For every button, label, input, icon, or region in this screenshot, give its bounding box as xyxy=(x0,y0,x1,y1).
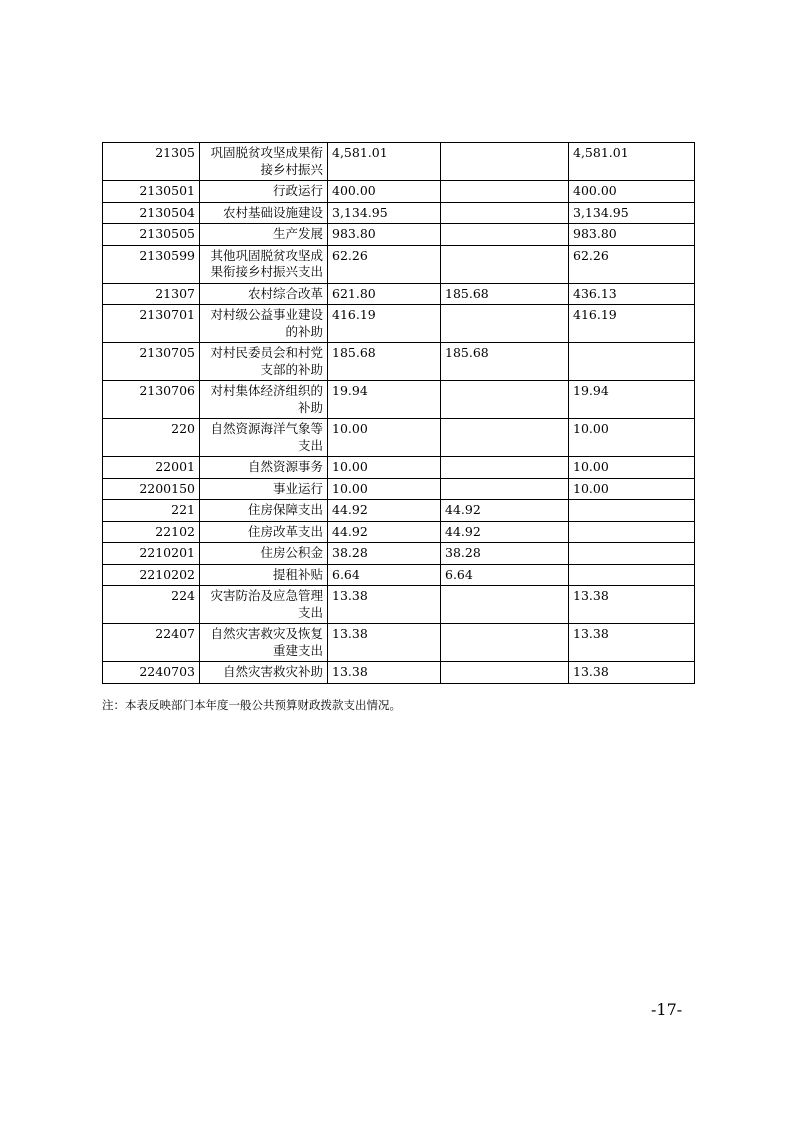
page-number: -17- xyxy=(651,1000,683,1019)
table-note: 注：本表反映部门本年度一般公共预算财政拨款支出情况。 xyxy=(102,698,401,712)
cell-project: 3,134.95 xyxy=(569,202,695,224)
cell-total: 3,134.95 xyxy=(328,202,441,224)
cell-code: 22102 xyxy=(103,521,200,543)
table-row xyxy=(103,457,695,479)
cell-total: 38.28 xyxy=(328,543,441,565)
cell-name: 自然灾害救灾补助 xyxy=(200,662,328,684)
cell-name: 提租补贴 xyxy=(200,564,328,586)
cell-project: 10.00 xyxy=(569,457,695,479)
cell-basic xyxy=(441,143,569,181)
table-row xyxy=(103,305,695,343)
cell-code: 2130701 xyxy=(103,305,200,343)
cell-project xyxy=(569,564,695,586)
cell-code: 21305 xyxy=(103,143,200,181)
table-row xyxy=(103,343,695,381)
cell-project xyxy=(569,343,695,381)
cell-total: 44.92 xyxy=(328,500,441,522)
cell-total: 44.92 xyxy=(328,521,441,543)
cell-name: 农村基础设施建设 xyxy=(200,202,328,224)
cell-project: 400.00 xyxy=(569,181,695,203)
table-row xyxy=(103,419,695,457)
cell-name: 自然资源事务 xyxy=(200,457,328,479)
table-row xyxy=(103,662,695,684)
cell-code: 21307 xyxy=(103,283,200,305)
table-row xyxy=(103,202,695,224)
cell-name: 对村级公益事业建设的补助 xyxy=(200,305,328,343)
cell-code: 22001 xyxy=(103,457,200,479)
table-row xyxy=(103,543,695,565)
cell-project xyxy=(569,500,695,522)
cell-name: 生产发展 xyxy=(200,224,328,246)
cell-total: 10.00 xyxy=(328,478,441,500)
cell-total: 6.64 xyxy=(328,564,441,586)
cell-code: 2210202 xyxy=(103,564,200,586)
cell-basic: 6.64 xyxy=(441,564,569,586)
cell-total: 19.94 xyxy=(328,381,441,419)
cell-basic xyxy=(441,478,569,500)
cell-project: 13.38 xyxy=(569,624,695,662)
cell-basic xyxy=(441,381,569,419)
table-row xyxy=(103,181,695,203)
cell-basic xyxy=(441,586,569,624)
cell-total: 185.68 xyxy=(328,343,441,381)
cell-project: 983.80 xyxy=(569,224,695,246)
cell-basic: 185.68 xyxy=(441,343,569,381)
cell-project: 19.94 xyxy=(569,381,695,419)
cell-basic xyxy=(441,419,569,457)
cell-basic xyxy=(441,662,569,684)
cell-code: 2130705 xyxy=(103,343,200,381)
cell-project: 436.13 xyxy=(569,283,695,305)
cell-name: 自然灾害救灾及恢复重建支出 xyxy=(200,624,328,662)
cell-project: 13.38 xyxy=(569,662,695,684)
cell-code: 224 xyxy=(103,586,200,624)
cell-basic xyxy=(441,457,569,479)
cell-project: 4,581.01 xyxy=(569,143,695,181)
table-body xyxy=(103,143,695,684)
cell-basic xyxy=(441,624,569,662)
cell-name: 其他巩固脱贫攻坚成果衔接乡村振兴支出 xyxy=(200,245,328,283)
cell-total: 13.38 xyxy=(328,662,441,684)
cell-basic xyxy=(441,181,569,203)
cell-basic xyxy=(441,305,569,343)
cell-total: 62.26 xyxy=(328,245,441,283)
cell-project: 10.00 xyxy=(569,419,695,457)
cell-code: 221 xyxy=(103,500,200,522)
cell-name: 灾害防治及应急管理支出 xyxy=(200,586,328,624)
cell-basic xyxy=(441,245,569,283)
cell-project: 62.26 xyxy=(569,245,695,283)
cell-name: 行政运行 xyxy=(200,181,328,203)
cell-total: 13.38 xyxy=(328,624,441,662)
table-row xyxy=(103,586,695,624)
cell-name: 住房改革支出 xyxy=(200,521,328,543)
cell-basic: 44.92 xyxy=(441,500,569,522)
table-row xyxy=(103,224,695,246)
cell-total: 10.00 xyxy=(328,419,441,457)
table-row xyxy=(103,624,695,662)
table-row xyxy=(103,478,695,500)
cell-total: 13.38 xyxy=(328,586,441,624)
cell-name: 对村民委员会和村党支部的补助 xyxy=(200,343,328,381)
cell-name: 对村集体经济组织的补助 xyxy=(200,381,328,419)
cell-project: 13.38 xyxy=(569,586,695,624)
cell-project xyxy=(569,521,695,543)
cell-project: 10.00 xyxy=(569,478,695,500)
cell-name: 事业运行 xyxy=(200,478,328,500)
table-row xyxy=(103,381,695,419)
cell-code: 2210201 xyxy=(103,543,200,565)
cell-code: 22407 xyxy=(103,624,200,662)
cell-code: 2200150 xyxy=(103,478,200,500)
table-row xyxy=(103,521,695,543)
table-row xyxy=(103,500,695,522)
cell-basic xyxy=(441,202,569,224)
cell-name: 巩固脱贫攻坚成果衔接乡村振兴 xyxy=(200,143,328,181)
cell-project xyxy=(569,543,695,565)
cell-name: 农村综合改革 xyxy=(200,283,328,305)
table-row xyxy=(103,283,695,305)
cell-code: 2130599 xyxy=(103,245,200,283)
expenditure-table xyxy=(102,142,695,684)
table-row xyxy=(103,245,695,283)
cell-total: 4,581.01 xyxy=(328,143,441,181)
table-row xyxy=(103,143,695,181)
cell-code: 220 xyxy=(103,419,200,457)
cell-code: 2130706 xyxy=(103,381,200,419)
cell-total: 400.00 xyxy=(328,181,441,203)
cell-code: 2130504 xyxy=(103,202,200,224)
cell-basic: 38.28 xyxy=(441,543,569,565)
cell-total: 416.19 xyxy=(328,305,441,343)
cell-total: 621.80 xyxy=(328,283,441,305)
cell-basic xyxy=(441,224,569,246)
cell-code: 2130501 xyxy=(103,181,200,203)
table-row xyxy=(103,564,695,586)
cell-total: 983.80 xyxy=(328,224,441,246)
cell-code: 2240703 xyxy=(103,662,200,684)
cell-basic: 44.92 xyxy=(441,521,569,543)
cell-name: 住房公积金 xyxy=(200,543,328,565)
cell-total: 10.00 xyxy=(328,457,441,479)
cell-name: 自然资源海洋气象等支出 xyxy=(200,419,328,457)
cell-name: 住房保障支出 xyxy=(200,500,328,522)
cell-project: 416.19 xyxy=(569,305,695,343)
cell-basic: 185.68 xyxy=(441,283,569,305)
cell-code: 2130505 xyxy=(103,224,200,246)
